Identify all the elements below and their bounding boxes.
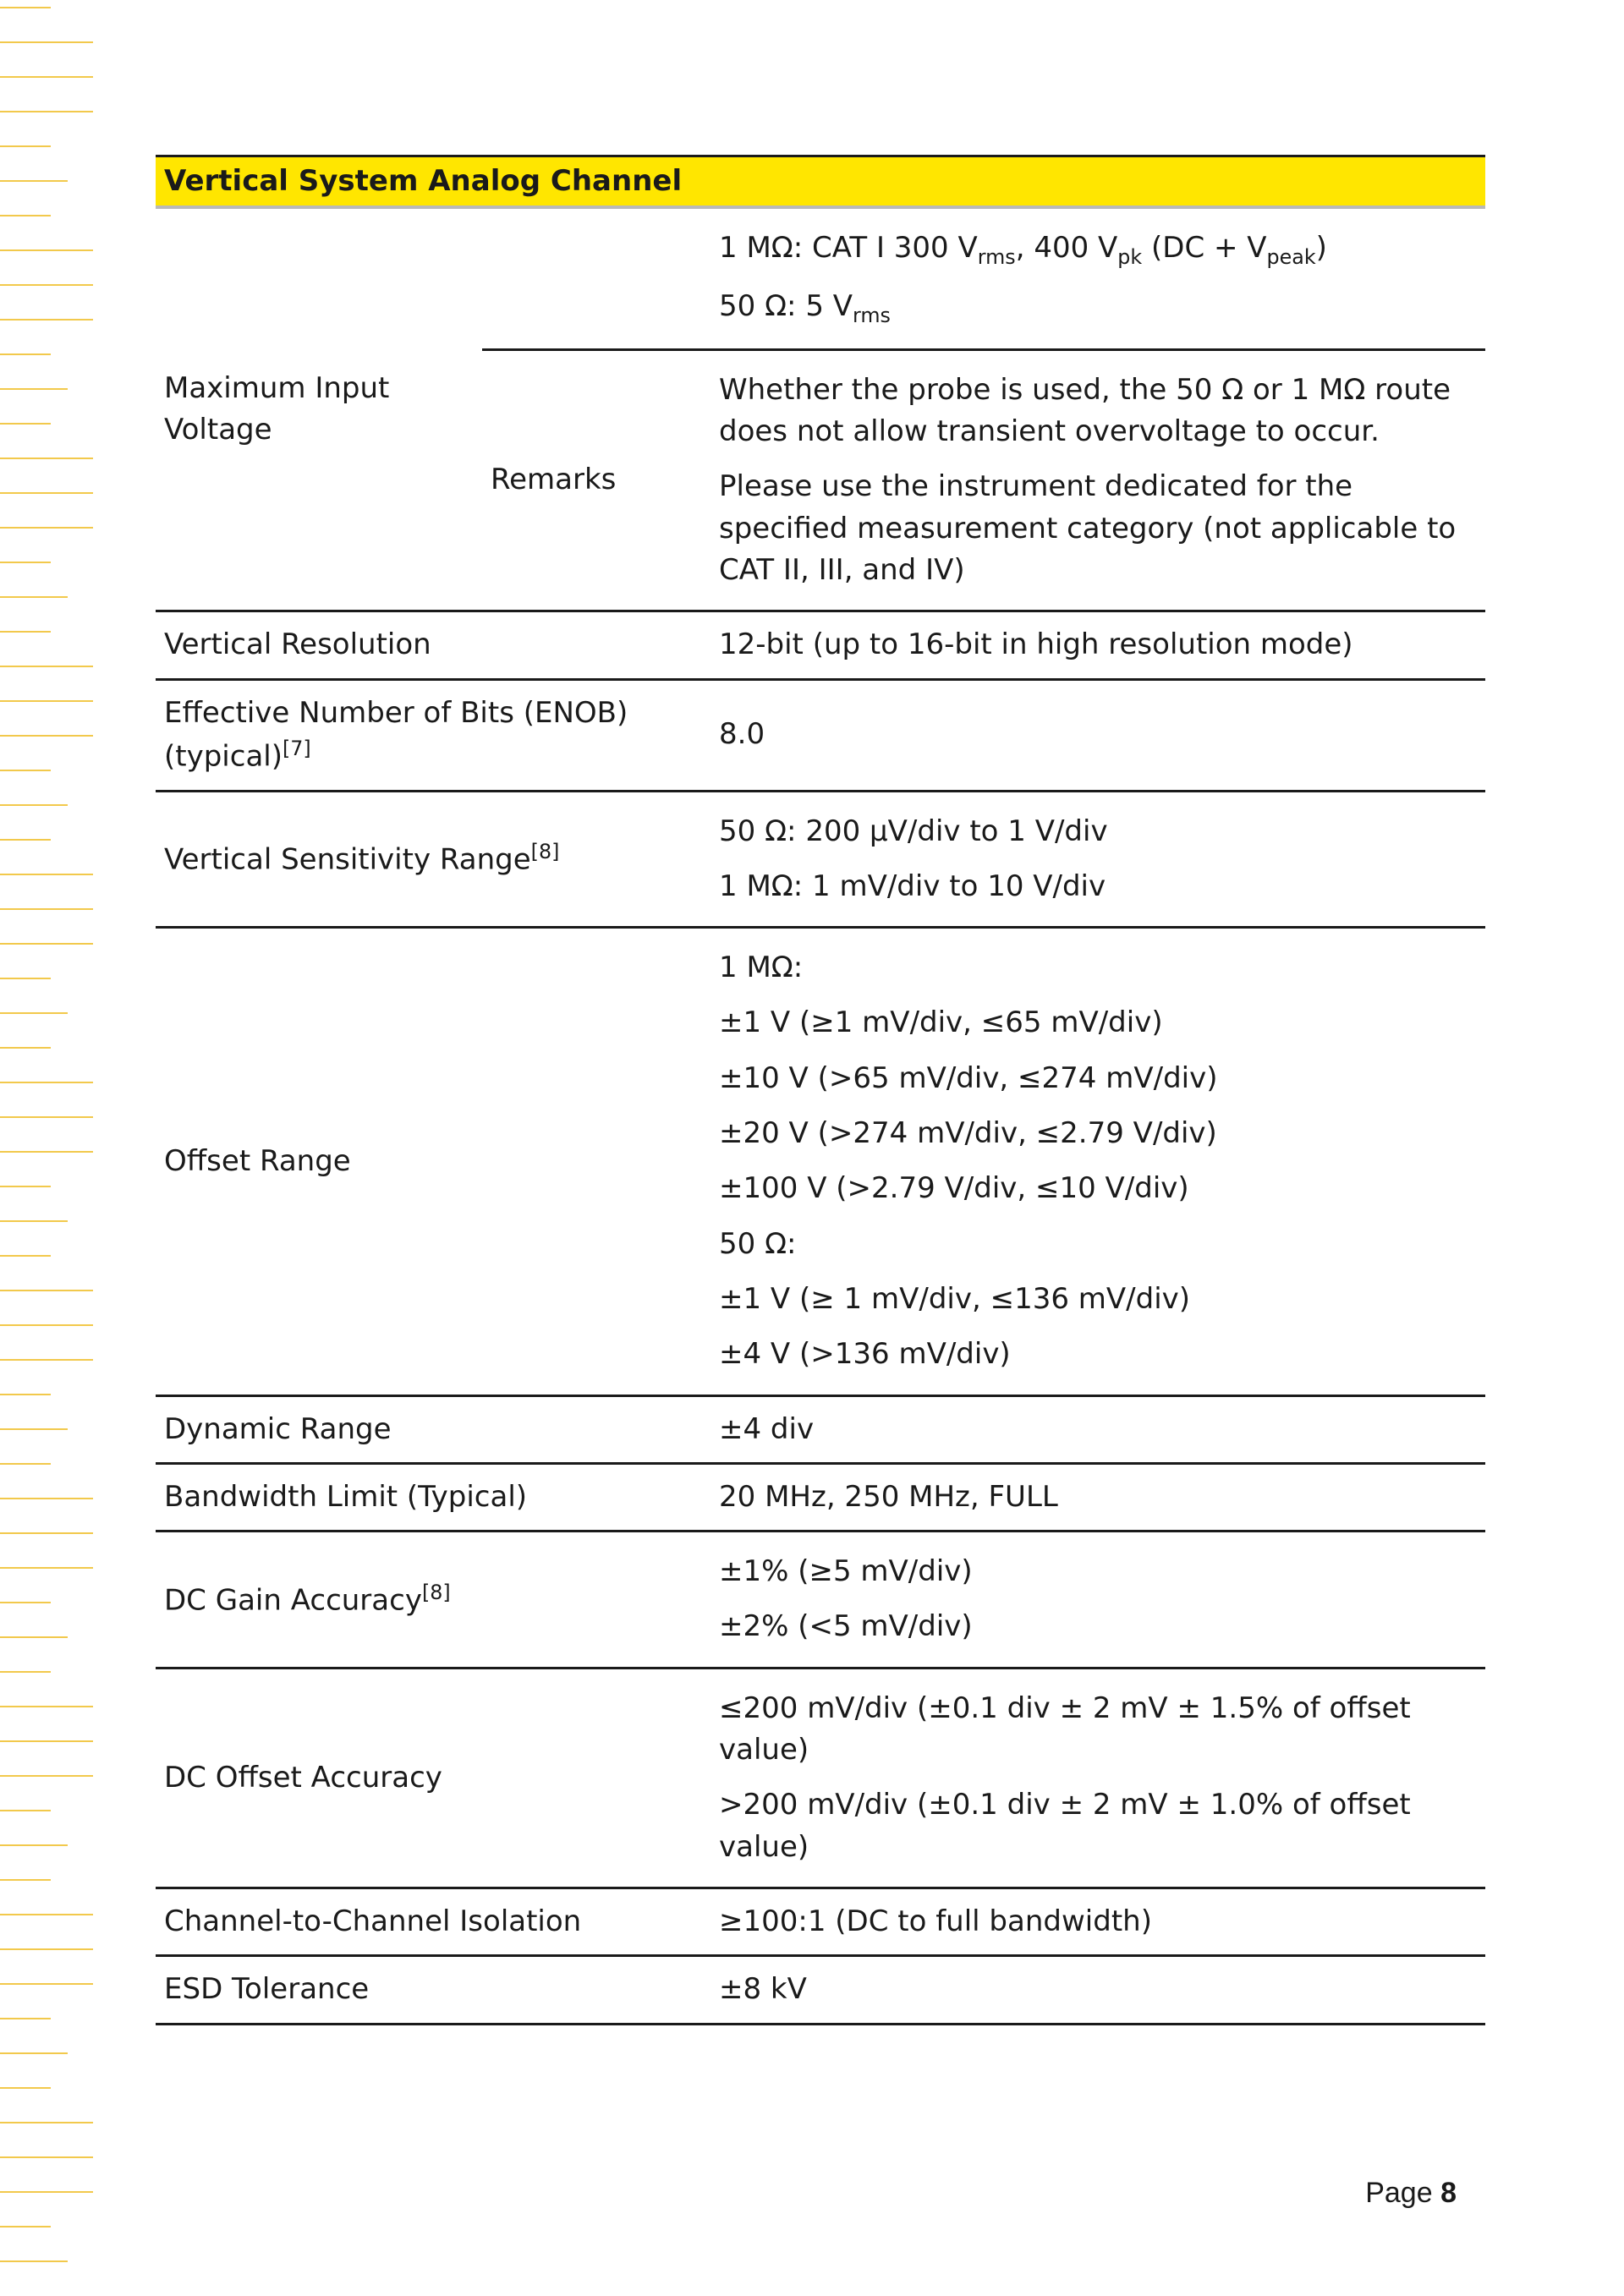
margin-line	[0, 2226, 51, 2228]
table-row-isolation	[156, 1888, 1485, 1955]
remarks-values	[710, 349, 1485, 611]
sensitivity-values	[710, 791, 1485, 928]
margin-line	[0, 2122, 93, 2123]
table-row-enob	[156, 679, 1485, 791]
margin-line	[0, 527, 93, 529]
margin-line	[0, 2087, 51, 2089]
margin-line	[0, 1255, 51, 1257]
enob-label: Effective Number of Bits (ENOB) (typical)[7]	[156, 679, 710, 791]
table-row-bandwidth-limit	[156, 1463, 1485, 1531]
esd-label: ESD Tolerance	[156, 1956, 710, 2024]
margin-line	[0, 1706, 93, 1707]
margin-line	[0, 1567, 93, 1569]
margin-line	[0, 492, 93, 494]
margin-line	[0, 41, 93, 43]
offset-value: ±4 V (>136 mV/div)	[719, 1337, 1011, 1372]
max-input-label: Maximum Input Voltage	[156, 207, 482, 611]
offset-value: ±1 V (≥ 1 mV/div, ≤136 mV/div)	[719, 1281, 1191, 1316]
margin-line	[0, 145, 51, 147]
margin-line	[0, 1914, 93, 1915]
bandwidth-limit-value: 20 MHz, 250 MHz, FULL	[710, 1463, 1485, 1531]
margin-line	[0, 1948, 93, 1950]
margin-line	[0, 1220, 68, 1222]
dc-gain-label: DC Gain Accuracy[8]	[156, 1532, 710, 1669]
margin-line	[0, 1844, 68, 1846]
dc-offset-label: DC Offset Accuracy	[156, 1668, 710, 1888]
margin-decoration	[0, 0, 97, 2296]
margin-line	[0, 1428, 68, 1430]
margin-line	[0, 666, 93, 667]
dc-gain-value-1: ±1% (≥5 mV/div)	[719, 1554, 973, 1589]
offset-value: ±1 V (≥1 mV/div, ≤65 mV/div)	[719, 1006, 1163, 1040]
margin-line	[0, 562, 51, 563]
margin-line	[0, 458, 93, 459]
margin-line	[0, 1740, 93, 1742]
margin-line	[0, 1012, 68, 1014]
offset-value: ±10 V (>65 mV/div, ≤274 mV/div)	[719, 1060, 1218, 1095]
margin-line	[0, 1151, 93, 1153]
enob-value: 8.0	[710, 679, 1485, 791]
esd-value: ±8 kV	[710, 1956, 1485, 2024]
margin-line	[0, 2018, 51, 2019]
offset-value: 1 MΩ:	[719, 951, 804, 985]
margin-line	[0, 388, 68, 390]
vertical-resolution-label: Vertical Resolution	[156, 611, 710, 679]
margin-line	[0, 353, 51, 355]
table-row-sensitivity	[156, 791, 1485, 928]
margin-line	[0, 1879, 51, 1881]
remark-1: Whether the probe is used, the 50 Ω or 1 MΩ route does not allow transient overvoltage to occur.	[719, 372, 1451, 449]
table-row-dc-offset	[156, 1668, 1485, 1888]
margin-line	[0, 1671, 51, 1673]
margin-line	[0, 631, 51, 633]
margin-line	[0, 2191, 93, 2193]
margin-line	[0, 1602, 51, 1603]
margin-line	[0, 1463, 51, 1465]
table-row-offset	[156, 928, 1485, 1395]
margin-line	[0, 1983, 93, 1985]
margin-line	[0, 76, 93, 78]
table-header-row	[156, 156, 1485, 208]
table-row-esd	[156, 1956, 1485, 2024]
bandwidth-limit-label: Bandwidth Limit (Typical)	[156, 1463, 710, 1531]
table-row-dynamic-range	[156, 1395, 1485, 1463]
page-label: Page	[1365, 2177, 1433, 2209]
margin-line	[0, 1047, 51, 1049]
dc-gain-value-2: ±2% (<5 mV/div)	[719, 1609, 973, 1644]
remarks-label: Remarks	[482, 349, 710, 611]
offset-value: ±100 V (>2.79 V/div, ≤10 V/div)	[719, 1171, 1189, 1206]
margin-line	[0, 249, 93, 251]
margin-line	[0, 1532, 93, 1534]
margin-line	[0, 2052, 68, 2054]
page-number-value: 8	[1440, 2177, 1457, 2209]
dynamic-range-value: ±4 div	[710, 1395, 1485, 1463]
page-number	[1365, 2177, 1457, 2210]
margin-line	[0, 700, 93, 702]
margin-line	[0, 839, 51, 841]
remark-2: Please use the instrument dedicated for the specified measurement category (not applicable to CAT II, III, and IV)	[719, 469, 1457, 588]
margin-line	[0, 908, 93, 910]
offset-value: ±20 V (>274 mV/div, ≤2.79 V/div)	[719, 1116, 1217, 1151]
margin-line	[0, 1290, 93, 1291]
max-input-line-1: 1 MΩ: CAT I 300 $V_{rms}$, 400 $V_{pk}$ $(DC + V_{peak})$	[719, 231, 1327, 270]
margin-line	[0, 978, 51, 979]
table-row-vertical-resolution	[156, 611, 1485, 679]
table-row-dc-gain	[156, 1532, 1485, 1669]
spec-table	[156, 155, 1485, 2025]
isolation-value: ≥100:1 (DC to full bandwidth)	[710, 1888, 1485, 1955]
offset-label: Offset Range	[156, 928, 710, 1395]
isolation-label: Channel-to-Channel Isolation	[156, 1888, 710, 1955]
margin-line	[0, 943, 93, 945]
vertical-resolution-value: 12-bit (up to 16-bit in high resolution mode)	[710, 611, 1485, 679]
dc-gain-values	[710, 1532, 1485, 1669]
margin-line	[0, 1775, 93, 1777]
margin-line	[0, 1498, 93, 1499]
margin-line	[0, 2156, 93, 2158]
margin-line	[0, 874, 93, 875]
margin-line	[0, 735, 93, 737]
margin-line	[0, 1636, 68, 1638]
margin-line	[0, 1324, 93, 1326]
margin-line	[0, 7, 51, 8]
margin-line	[0, 284, 93, 286]
margin-line	[0, 423, 51, 425]
dc-offset-value-2: >200 mV/div (±0.1 div ± 2 mV ± 1.0% of offset value)	[719, 1788, 1411, 1864]
sensitivity-label: Vertical Sensitivity Range[8]	[156, 791, 710, 928]
dc-offset-value-1: ≤200 mV/div (±0.1 div ± 2 mV ± 1.5% of offset value)	[719, 1690, 1411, 1767]
margin-line	[0, 804, 68, 806]
offset-value: 50 Ω:	[719, 1226, 797, 1261]
margin-line	[0, 770, 51, 771]
sensitivity-value-2: 1 MΩ: 1 mV/div to 10 V/div	[719, 869, 1106, 903]
sensitivity-value-1: 50 Ω: 200 µV/div to 1 V/div	[719, 814, 1108, 848]
dynamic-range-label: Dynamic Range	[156, 1395, 710, 1463]
margin-line	[0, 1186, 51, 1187]
table-header: Vertical System Analog Channel	[156, 156, 1485, 208]
margin-line	[0, 319, 93, 321]
margin-line	[0, 111, 93, 112]
margin-line	[0, 1810, 51, 1811]
dc-offset-values	[710, 1668, 1485, 1888]
margin-line	[0, 596, 68, 598]
margin-line	[0, 180, 68, 182]
offset-values	[710, 928, 1485, 1395]
margin-line	[0, 215, 51, 216]
margin-line	[0, 1359, 93, 1361]
margin-line	[0, 2260, 68, 2262]
margin-line	[0, 1116, 93, 1118]
max-input-values	[710, 207, 1485, 349]
max-input-line-2: 50 Ω: 5 $V_{rms}$	[719, 288, 891, 327]
table-row-max-input	[156, 207, 1485, 349]
margin-line	[0, 1082, 93, 1083]
margin-line	[0, 1394, 51, 1395]
